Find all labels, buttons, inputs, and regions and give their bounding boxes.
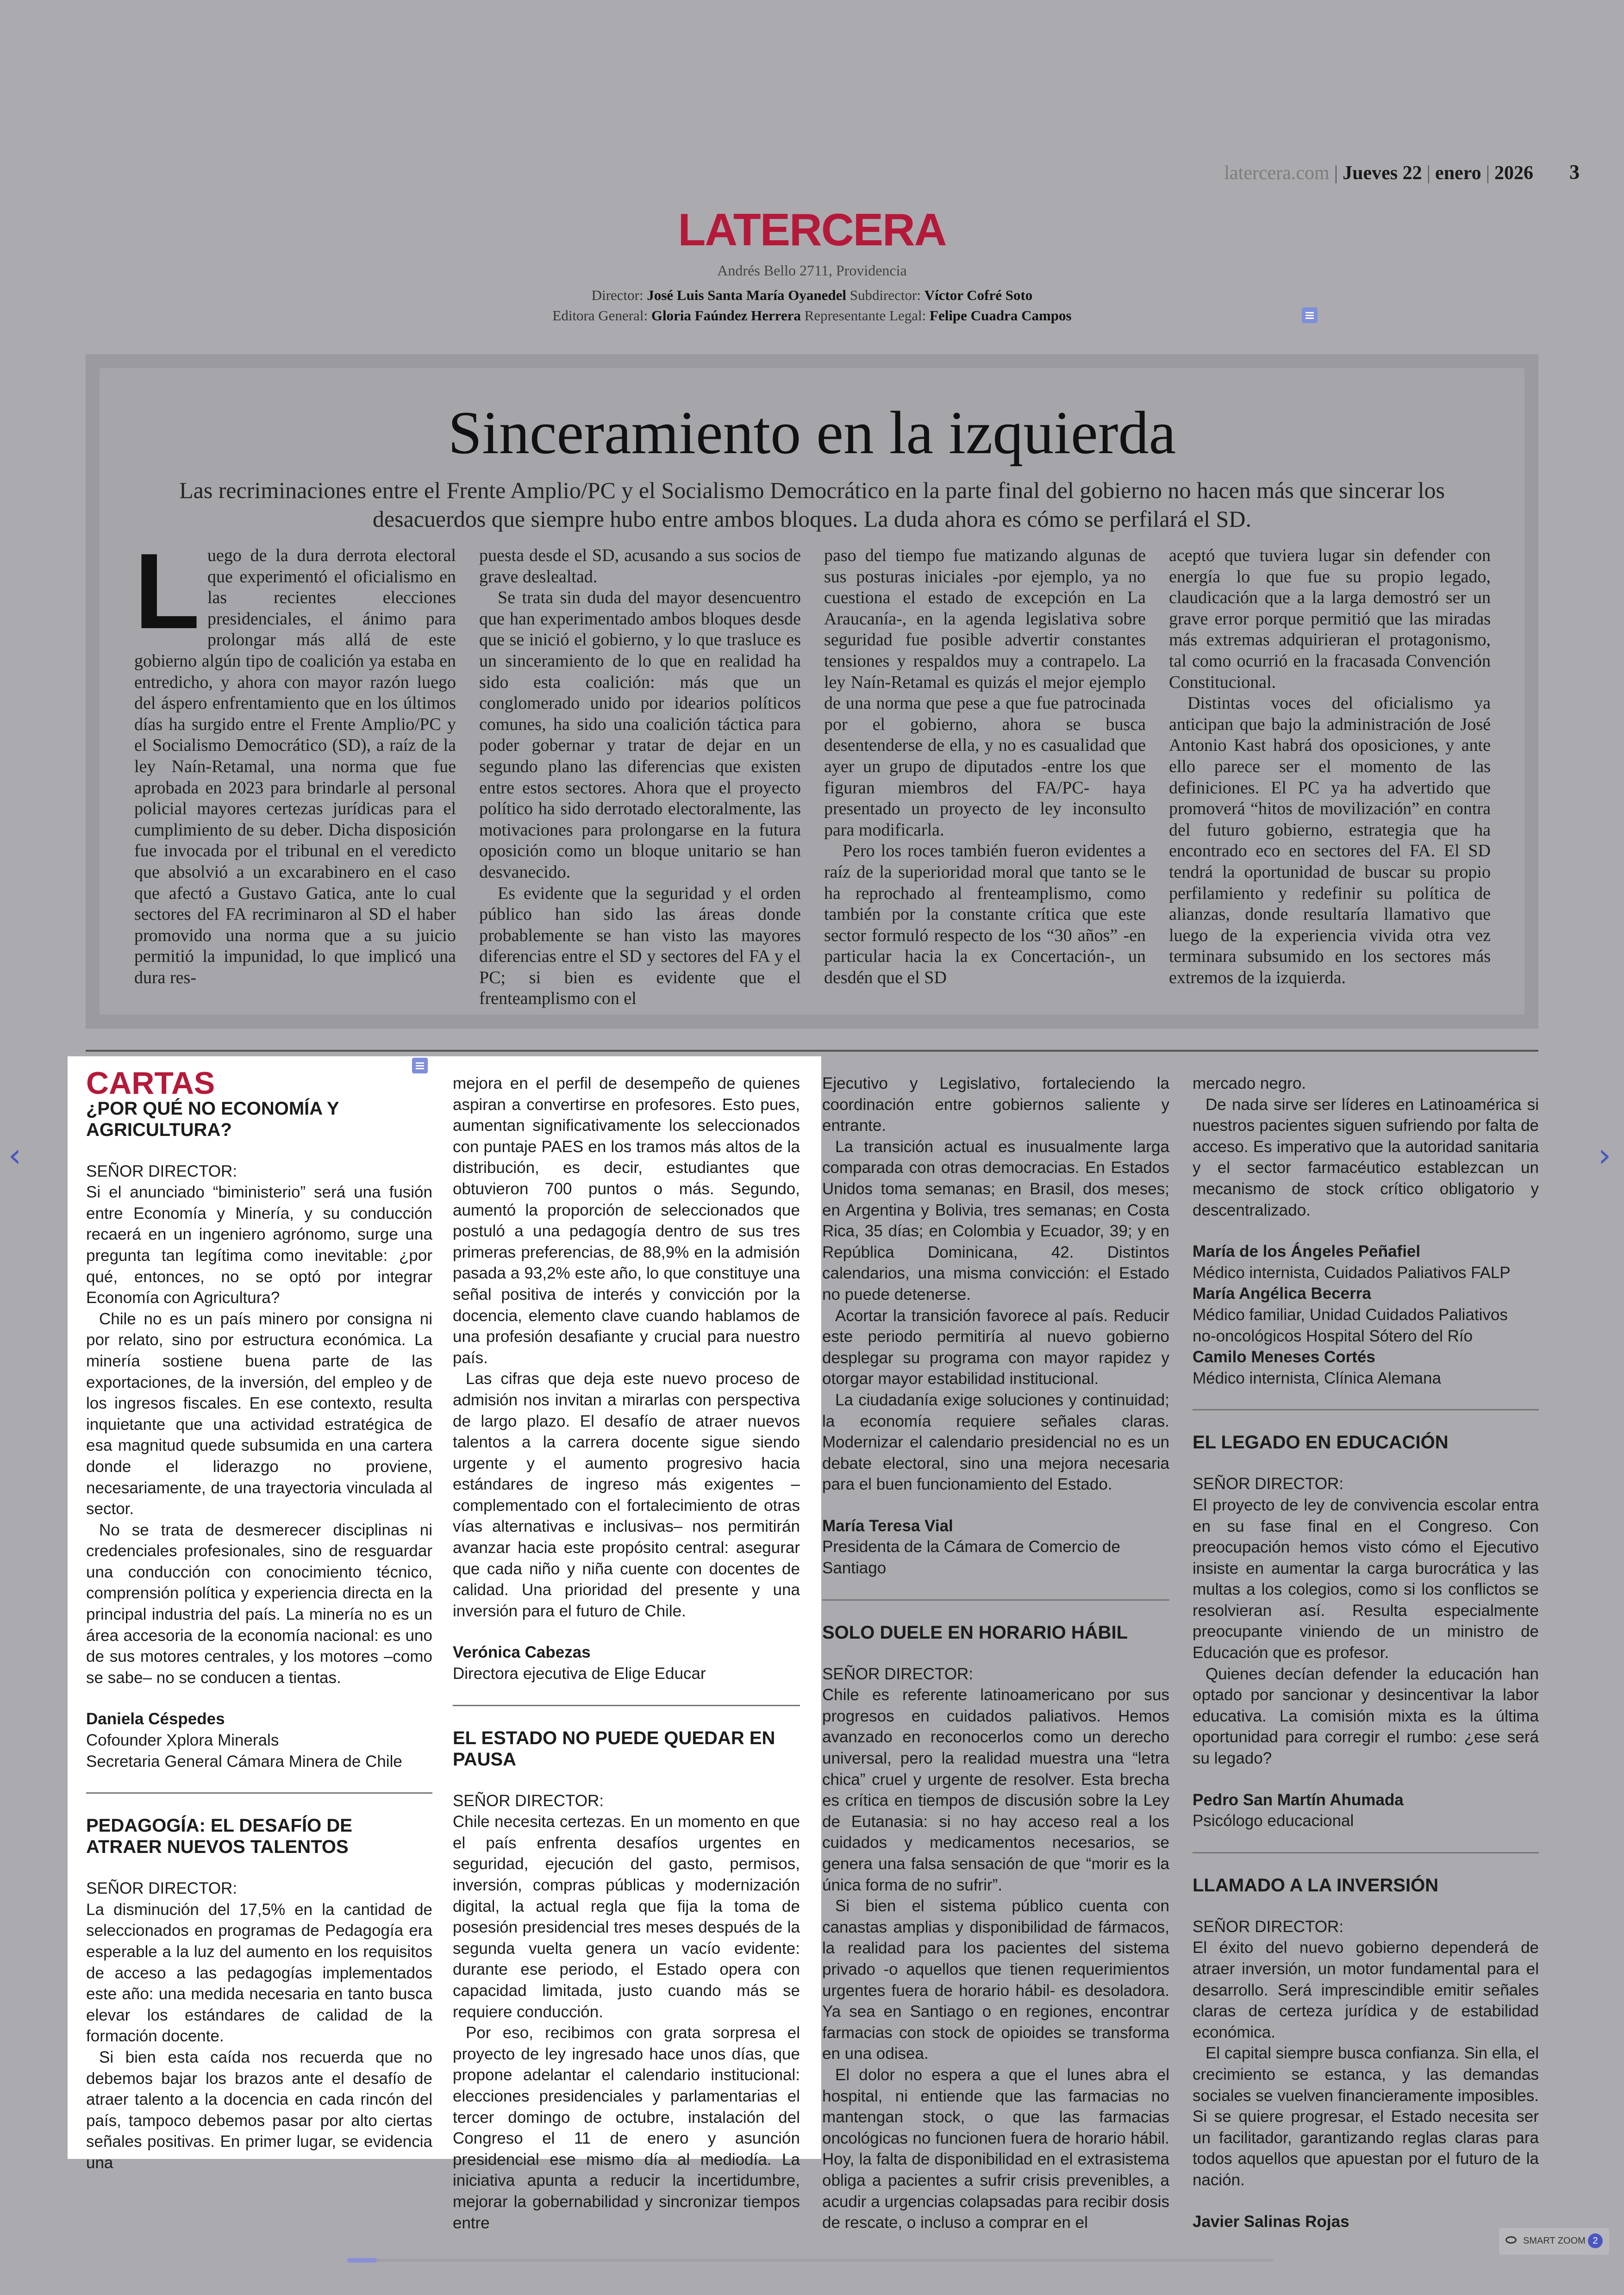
letter-signer: María de los Ángeles Peñafiel xyxy=(1193,1242,1421,1261)
date-month: enero xyxy=(1435,162,1481,184)
letter-paragraph: Chile no es un país minero por consigna ni por relato, sino por estructura económica. La minería sostiene buena parte de las exportaciones, de la inversión, del empleo y de los ingresos fiscales. En ese contexto, resulta inquietante que una actividad estratégica de esa magnitud quede subsumida en una cartera donde el liderazgo no proviene, necesariamente, de una trayectoria vinculada al sector. xyxy=(86,1310,432,1518)
editorial-paragraph: aceptó que tuviera lugar sin defender con energía lo que fue su propio legado, claudicación que a la larga demostró ser un grave error porque permitió que las miradas más extremas adquirieran el protagonismo, tal como ocurrió en la fracasada Convención Constitucional. xyxy=(1169,546,1491,692)
letter-role: Directora ejecutiva de Elige Educar xyxy=(453,1665,706,1683)
director-label: Director: xyxy=(591,287,643,303)
letter-signer: María Teresa Vial xyxy=(822,1516,953,1535)
letter-title: EL ESTADO NO PUEDE QUEDAR EN PAUSA xyxy=(453,1727,775,1770)
subdirector-label: Subdirector: xyxy=(849,287,921,303)
letter-paragraph: Si bien el sistema público cuenta con canastas amplias y disponibilidad de fármacos, la realidad para los pacientes del sistema privado -o aquellos que tienen requerimientos urgentes fuera de horario hábil- es desoladora. Ya sea en Santiago o en regiones, encontrar farmacias con stock de opioides se transforma en una odisea. xyxy=(822,1897,1169,2063)
smart-zoom-count-badge: 2 xyxy=(1588,2233,1603,2248)
drop-cap: L xyxy=(134,531,200,651)
editorial-title: Sinceramiento en la izquierda xyxy=(448,399,1176,467)
letter-signer: Javier Salinas Rojas xyxy=(1193,2212,1349,2231)
letter-role: Secretaria General Cámara Minera de Chile xyxy=(86,1752,402,1771)
letter-title: SOLO DUELE EN HORARIO HÁBIL xyxy=(822,1622,1128,1643)
date-day: Jueves 22 xyxy=(1343,162,1422,184)
letter-paragraph: La ciudadanía exige soluciones y continuidad; la economía requiere señales claras. Modernizar el calendario presidencial no es un debate electoral, sino una mejora necesaria para el buen funcionamiento del Estado. xyxy=(822,1391,1169,1494)
masthead-address: Andrés Bello 2711, Providencia xyxy=(717,262,907,279)
salutation: SEÑOR DIRECTOR: xyxy=(822,1665,974,1683)
letter-paragraph: Chile es referente latinoamericano por sus progresos en cuidados paliativos. Hemos avanzado en reconocerlos como un derecho universal, pero la realidad muestra una “letra chica” cruel y urgente de resolver. Esta brecha es crítica en tiempos de discusión sobre la Ley de Eutanasia: si no hay acceso real a los cuidados y medicamentos necesarios, se genera una falsa sensación de que “morir es la única forma de no sufrir”. xyxy=(822,1686,1169,1894)
salutation: SEÑOR DIRECTOR: xyxy=(453,1791,604,1810)
editorial-paragraph: Se trata sin duda del mayor desencuentro que han experimentado ambos bloques desde que se inició el gobierno, y lo que trasluce es un sinceramiento de lo que en realidad ha sido esta coalición: más que un conglomerado unido por idearios políticos comunes, ha sido una coalición táctica para poder gobernar y tratar de dejar en un segundo plano las diferencias que existen entre estos sectores. Ahora que el proyecto político ha sido derrotado electoralmente, las motivaciones para prolongarse en la futura oposición como un bloque unitario se han desvanecido. xyxy=(479,588,801,882)
letter-paragraph: mejora en el perfil de desempeño de quienes aspiran a convertirse en profesores. Esto pues, aumentan significativamente los seleccionados con puntaje PAES en los tramos más altos de la distribución, es decir, estudiantes que obtuvieron 700 puntos o más. Segundo, aumentó la proporción de seleccionados que postuló a una pedagogía dentro de sus tres primeras preferencias, de 88,9% en la admisión pasada a 93,2% este año, lo que constituye una señal positiva de interés y convicción por la docencia, elemento clave cuando hablamos de una profesión desafiante y crucial para nuestro país. xyxy=(453,1074,800,1367)
letter-divider xyxy=(453,1705,800,1706)
editorial-column-3 xyxy=(824,545,1146,988)
letter-paragraph: El proyecto de ley de convivencia escolar entra en su fase final en el Congreso. Con preocupación hemos visto cómo el Ejecutivo insiste en aumentar la carga burocrática y las multas a los colegios, como si los conflictos se resolvieran así. Resulta especialmente preocupante viniendo de un ministro de Educación que es profesor. xyxy=(1193,1496,1539,1662)
annotation-icon[interactable] xyxy=(412,1058,428,1073)
editorial-column-4 xyxy=(1169,545,1491,988)
letter-signer: Camilo Meneses Cortés xyxy=(1193,1348,1375,1366)
letter-paragraph: No se trata de desmerecer disciplinas ni credenciales profesionales, sino de resguardar una conducción con conocimiento técnico, comprensión política y experiencia directa en la principal industria del país. La minería no es un área accesoria de la economía nacional: es uno de sus motores centrales, y los motores –como se sabe– no se conducen a tientas. xyxy=(86,1521,432,1687)
editorial-subtitle: Las recriminaciones entre el Frente Amplio/PC y el Socialismo Democrático en la parte final del gobierno no hacen más que sincerar los desacuerdos que siempre hubo entre ambos bloques. La duda ahora es cómo se perfilará el SD. xyxy=(179,477,1445,532)
editor-label: Editora General: xyxy=(552,307,648,324)
letter-paragraph: Chile necesita certezas. En un momento en que el país enfrenta desafíos urgentes en seguridad, ejecución del gasto, permisos, inversión, compras públicas y modernización digital, la actual regla que fija la toma de posesión presidencial tres meses después de la segunda vuelta genera un vacío evidente: durante ese periodo, el Estado opera con capacidad limitada, justo cuando más se requiere conducción. xyxy=(453,1813,800,2021)
letter-role: Psicólogo educacional xyxy=(1193,1812,1354,1830)
letter-paragraph: El dolor no espera a que el lunes abra el hospital, ni entiende que las farmacias no mantengan stock, o que las farmacias oncológicas no funcionen fuera de horario hábil. Hoy, la falta de disponibilidad en el extrasistema obliga a pacientes a sufrir crisis prevenibles, a acudir a urgencias colapsadas para recibir dosis de rescate, o incluso a comprar en el xyxy=(822,2065,1169,2232)
prev-page-button[interactable]: ‹ xyxy=(8,1136,21,1174)
page-scrollbar-thumb[interactable] xyxy=(347,2258,377,2263)
masthead-logo: LATERCERA xyxy=(678,204,946,255)
editor-name: Gloria Faúndez Herrera xyxy=(651,307,801,324)
next-page-button[interactable]: › xyxy=(1598,1136,1611,1174)
letter-signer: Daniela Céspedes xyxy=(86,1710,225,1728)
letter-paragraph: Las cifras que deja este nuevo proceso de admisión nos invitan a mirarlas con perspectiva de largo plazo. El desafío de atraer nuevos talentos a la carrera docente sigue siendo urgente y el aumento progresivo hacia estándares de ingreso más exigentes –complementado con el fortalecimiento de otras vías alternativas e inclusivas– nos permitirán avanzar hacia este propósito central: asegurar que cada niño y niña cuente con docentes de calidad. Una prioridad del presente y una inversión para el futuro de Chile. xyxy=(453,1370,800,1620)
credits-line-1 xyxy=(0,287,1624,304)
letter-signer: María Angélica Becerra xyxy=(1193,1285,1371,1303)
letter-title: PEDAGOGÍA: EL DESAFÍO DE ATRAER NUEVOS TALENTOS xyxy=(86,1815,352,1858)
letter-divider xyxy=(86,1792,432,1794)
editorial-paragraph: Es evidente que la seguridad y el orden público han sido las áreas donde probablemente se han visto las mayores diferencias entre el SD y sectores del FA y el PC; si bien es evidente que el frenteamplismo con el xyxy=(479,883,801,1009)
smart-zoom-label: SMART ZOOM xyxy=(1523,2236,1586,2246)
smart-zoom-button[interactable] xyxy=(1499,2228,1609,2255)
legal-name: Felipe Cuadra Campos xyxy=(930,307,1072,324)
subdirector-name: Víctor Cofré Soto xyxy=(924,287,1033,303)
letter-paragraph: Por eso, recibimos con grata sorpresa el proyecto de ley ingresado hace unos días, que propone adelantar el calendario institucional: elecciones presidenciales y parlamentarias el tercer domingo de octubre, instalación del Congreso el 11 de enero y asunción presidencial ese mismo día al mediodía. La iniciativa apunta a reducir la incertidumbre, mejorar la gobernabilidad y sincronizar tiempos entre xyxy=(453,2024,800,2232)
letter-signer: Pedro San Martín Ahumada xyxy=(1193,1790,1404,1809)
letters-column-4 xyxy=(1193,1073,1539,2232)
letter-paragraph: Acortar la transición favorece al país. Reducir este periodo permitiría al nuevo gobierno desplegar su programa con mayor rapidez y otorgar mayor estabilidad institucional. xyxy=(822,1306,1169,1388)
editorial-column-1 xyxy=(134,531,456,988)
editorial-column-2 xyxy=(479,545,801,1010)
letter-paragraph: Si el anunciado “biministerio” será una fusión entre Economía y Minería, y su conducción recaerá en un ingeniero agrónomo, surge una pregunta tan legítima como inevitable: ¿por qué, entonces, no se optó por integrar Economía con Agricultura? xyxy=(86,1183,432,1307)
letter-divider xyxy=(822,1599,1169,1601)
letter-paragraph: La disminución del 17,5% en la cantidad de seleccionados en programas de Pedagogía era esperable a la luz del aumento en los requisitos de acceso a las pedagogías implementados este año: una medida necesaria en tanto busca elevar los estándares de calidad de la formación docente. xyxy=(86,1900,432,2046)
letter-role: Cofounder Xplora Minerals xyxy=(86,1731,279,1750)
letter-role: Médico familiar, Unidad Cuidados Paliativos xyxy=(1193,1305,1508,1324)
editorial-paragraph: Pero los roces también fueron evidentes a raíz de la superioridad moral que tanto se le ha reprochado al frenteamplismo, como también por la constante crítica que este sector formuló respecto de los “30 años” -en particular hacia la ex Concertación-, un desdén que el SD xyxy=(824,841,1146,987)
annotation-icon[interactable] xyxy=(1302,307,1318,323)
letters-column-2 xyxy=(453,1073,800,2233)
letter-paragraph: Ejecutivo y Legislativo, fortaleciendo la coordinación entre gobiernos saliente y entrante. xyxy=(822,1074,1169,1135)
letter-role: Médico internista, Cuidados Paliativos FALP xyxy=(1193,1263,1511,1282)
site-name: latercera.com xyxy=(1224,162,1330,184)
letter-paragraph: La transición actual es inusualmente larga comparada con otras democracias. En Estados Unidos toma semanas; en Brasil, dos meses; en Argentina y Bolivia, tres semanas; en Costa Rica, 35 días; en Colombia y Ecuador, 39; y en República Dominicana, 42. Distintos calendarios, una misma convicción: el Estado no puede detenerse. xyxy=(822,1137,1169,1303)
salutation: SEÑOR DIRECTOR: xyxy=(1193,1475,1344,1493)
page-scrollbar-track[interactable] xyxy=(347,2259,1273,2262)
date-line: latercera.com | Jueves 22 | enero | 2026 xyxy=(1224,162,1533,184)
letter-paragraph: El éxito del nuevo gobierno dependerá de atraer inversión, un motor fundamental para el desarrollo. Será imprescindible emitir señales claras de certeza jurídica y de estabilidad económica. xyxy=(1193,1939,1539,2041)
letter-paragraph: De nada sirve ser líderes en Latinoamérica si nuestros pacientes siguen sufriendo por falta de acceso. Es imperativo que la autoridad sanitaria y el sector farmacéutico establezcan un mecanismo de stock crítico obligatorio y descentralizado. xyxy=(1193,1095,1539,1219)
letter-title: LLAMADO A LA INVERSIÓN xyxy=(1193,1875,1439,1896)
eye-icon xyxy=(1505,2236,1517,2244)
letter-divider xyxy=(1193,1409,1539,1410)
page-number: 3 xyxy=(1569,161,1580,183)
letters-column-3 xyxy=(822,1073,1169,2233)
salutation: SEÑOR DIRECTOR: xyxy=(86,1162,237,1180)
letter-role: Presidenta de la Cámara de Comercio de Santiago xyxy=(822,1538,1120,1578)
letter-paragraph: El capital siempre busca confianza. Sin ella, el crecimiento se estanca, y las demandas sociales se vuelven financieramente imposibles. Si se quiere progresar, el Estado necesita ser un facilitador, garantizando reglas claras para todos aquellos que apuestan por el futuro de la nación. xyxy=(1193,2044,1539,2189)
salutation: SEÑOR DIRECTOR: xyxy=(86,1879,237,1898)
letter-role: no-oncológicos Hospital Sótero del Río xyxy=(1193,1327,1473,1345)
letter-paragraph: mercado negro. xyxy=(1193,1074,1306,1092)
letter-title: EL LEGADO EN EDUCACIÓN xyxy=(1193,1432,1449,1453)
editorial-paragraph: Distintas voces del oficialismo ya anticipan que bajo la administración de José Antonio Kast habrá dos oposiciones, y ante ello parece ser el momento de las definiciones. El PC ya ha advertido que promoverá “hitos de movilización” en contra del futuro gobierno, estrategia que ha encontrado eco en sectores del FA. El SD tendrá la oportunidad de buscar su propio perfilamiento y redefinir su política de alianzas, donde resultaría llamativo que luego de la experiencia vivida otra vez terminara subsumido en los sectores más extremos de la izquierda. xyxy=(1169,693,1491,987)
director-name: José Luis Santa María Oyanedel xyxy=(647,287,846,303)
letters-column-1 xyxy=(86,1066,432,2174)
editorial-paragraph: puesta desde el SD, acusando a sus socios de grave deslealtad. xyxy=(479,546,801,586)
credits-line-2 xyxy=(0,307,1624,324)
date-year: 2026 xyxy=(1494,162,1533,184)
salutation: SEÑOR DIRECTOR: xyxy=(1193,1917,1344,1936)
editorial-paragraph: uego de la dura derrota electoral que experimentó el oficialismo en las recientes elecciones presidenciales, el ánimo para prolongar más allá de este gobierno algún tipo de coalición ya estaba en entredicho, y ahora con mayor razón luego del áspero enfrentamiento que en los últimos días ha surgido entre el Frente Amplio/PC y el Socialismo Democrático (SD), a raíz de la ley Naín-Retamal, una norma que fue aprobada en 2023 para brindarle al personal policial mayores certezas jurídicas para el cumplimiento de su deber. Dicha disposición fue invocada por el tribunal en el veredicto que absolvió a un excarabinero en el caso que afectó a Gustavo Gatica, ante lo cual sectores del FA recriminaron al SD el haber promovido una norma que a su juicio permitió la impunidad, lo que implicó una dura res- xyxy=(134,546,456,987)
legal-label: Representante Legal: xyxy=(804,307,926,324)
letter-role: Médico internista, Clínica Alemana xyxy=(1193,1369,1441,1387)
letter-divider xyxy=(1193,1852,1539,1853)
letter-signer: Verónica Cabezas xyxy=(453,1643,591,1662)
section-title: CARTAS xyxy=(86,1066,215,1101)
letter-title: ¿POR QUÉ NO ECONOMÍA Y AGRICULTURA? xyxy=(86,1098,339,1140)
letter-paragraph: Si bien esta caída nos recuerda que no debemos bajar los brazos ante el desafío de atraer talento a la docencia en cada rincón del país, tampoco debemos pasar por alto ciertas señales positivas. En primer lugar, se evidencia una xyxy=(86,2048,432,2172)
letter-paragraph: Quienes decían defender la educación han optado por sancionar y desincentivar la labor educativa. La comisión mixta es la última oportunidad para corregir el rumbo: ¿ese será su legado? xyxy=(1193,1665,1539,1768)
editorial-paragraph: paso del tiempo fue matizando algunas de sus posturas iniciales -por ejemplo, ya no cuestiona el estado de excepción en La Araucanía-, en la agenda legislativa sobre seguridad fue posible advertir constantes tensiones y respaldos muy a contrapelo. La ley Naín-Retamal es quizás el mejor ejemplo de una norma que pese a que fue patrocinada por el gobierno, ahora se busca desentenderse de ella, y no es casualidad que ayer un grupo de diputados -entre los que figuran miembros del FA/PC- haya presentado un proyecto de ley inconsulto para modificarla. xyxy=(824,546,1146,840)
section-divider xyxy=(86,1050,1538,1052)
